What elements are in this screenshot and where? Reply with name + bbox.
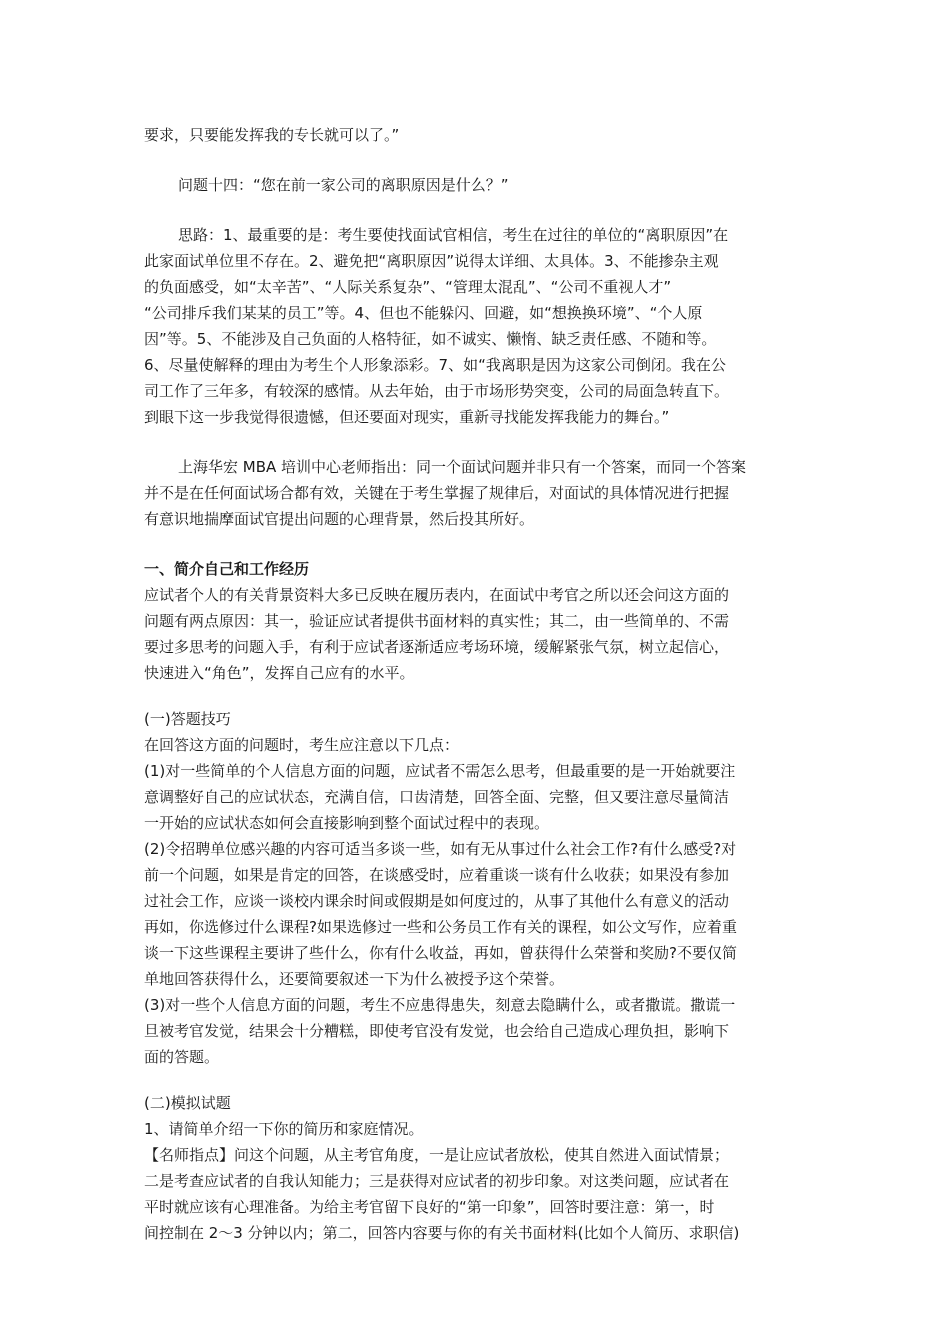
- paragraph-line: 谈一下这些课程主要讲了些什么，你有什么收益，再如，曾获得什么荣誉和奖励?不要仅简: [144, 944, 737, 962]
- paragraph-line: 问题有两点原因：其一，验证应试者提供书面材料的真实性；其二，由一些简单的、不需: [144, 612, 730, 630]
- paragraph-line: 过社会工作，应谈一谈校内课余时间或假期是如何度过的，从事了其他什么有意义的活动: [144, 892, 730, 910]
- paragraph-line: 因”等。5、不能涉及自己负面的人格特征，如不诚实、懒惰、缺乏责任感、不随和等。: [144, 330, 717, 348]
- spacer: [144, 430, 832, 454]
- spacer: [144, 148, 832, 172]
- paragraph-line: 要过多思考的问题入手，有利于应试者逐渐适应考场环境，缓解紧张气氛，树立起信心，: [144, 638, 730, 656]
- paragraph-line: 一开始的应试状态如何会直接影响到整个面试过程中的表现。: [144, 814, 550, 832]
- paragraph-line: (3)对一些个人信息方面的问题，考生不应患得患失，刻意去隐瞒什么，或者撒谎。撒谎一: [144, 996, 736, 1014]
- paragraph-line: 上海华宏 MBA 培训中心老师指出：同一个面试问题并非只有一个答案，而同一个答案: [178, 458, 747, 476]
- paragraph-line: 司工作了三年多，有较深的感情。从去年始，由于市场形势突变，公司的局面急转直下。: [144, 382, 730, 400]
- paragraph-line: 的负面感受，如“太辛苦”、“人际关系复杂”、“管理太混乱”、“公司不重视人才”: [144, 278, 672, 296]
- paragraph-line: 意调整好自己的应试状态，充满自信，口齿清楚，回答全面、完整，但又要注意尽量简洁: [144, 788, 730, 806]
- paragraph-line: 在回答这方面的问题时，考生应注意以下几点：: [144, 736, 460, 754]
- paragraph-line: 前一个问题，如果是肯定的回答，在谈感受时，应着重谈一谈有什么收获；如果没有参加: [144, 866, 730, 884]
- spacer: [144, 198, 832, 222]
- paragraph-line: 面的答题。: [144, 1048, 220, 1066]
- paragraph-line: 旦被考官发觉，结果会十分糟糕，即使考官没有发觉，也会给自己造成心理负担，影响下: [144, 1022, 730, 1040]
- paragraph-line: (2)令招聘单位感兴趣的内容可适当多谈一些，如有无从事过什么社会工作?有什么感受?对: [144, 840, 737, 858]
- paragraph-line: 1、请简单介绍一下你的简历和家庭情况。: [144, 1120, 424, 1138]
- subsection-title: (一)答题技巧: [144, 710, 231, 728]
- paragraph-line: 有意识地揣摩面试官提出问题的心理背景，然后投其所好。: [144, 510, 535, 528]
- paragraph-line: 并不是在任何面试场合都有效，关键在于考生掌握了规律后，对面试的具体情况进行把握: [144, 484, 730, 502]
- paragraph-line: 平时就应该有心理准备。为给主考官留下良好的“第一印象”，回答时要注意：第一，时: [144, 1198, 715, 1216]
- spacer: [144, 1070, 832, 1090]
- paragraph-line: 此家面试单位里不存在。2、避免把“离职原因”说得太详细、太具体。3、不能掺杂主观: [144, 252, 719, 270]
- paragraph-line: 要求，只要能发挥我的专长就可以了。”: [144, 126, 400, 144]
- thinking-paragraph: [144, 222, 832, 430]
- note-paragraph: [144, 454, 832, 532]
- spacer: [144, 686, 832, 706]
- section-intro: [144, 582, 832, 686]
- paragraph-line: 单地回答获得什么，还要简要叙述一下为什么被授予这个荣誉。: [144, 970, 565, 988]
- mock-questions: [144, 1116, 832, 1246]
- paragraph-line: 6、尽量使解释的理由为考生个人形象添彩。7、如“我离职是因为这家公司倒闭。我在公: [144, 356, 726, 374]
- paragraph-line: 思路：1、最重要的是：考生要使找面试官相信，考生在过往的单位的“离职原因”在: [178, 226, 729, 244]
- paragraph-line: “公司排斥我们某某的员工”等。4、但也不能躲闪、回避，如“想换换环境”、“个人原: [144, 304, 703, 322]
- paragraph-line: 到眼下这一步我觉得很遗憾，但还要面对现实，重新寻找能发挥我能力的舞台。”: [144, 408, 670, 426]
- paragraph-line: 【名师指点】问这个问题，从主考官角度，一是让应试者放松，使其自然进入面试情景；: [144, 1146, 730, 1164]
- paragraph-line: 二是考查应试者的自我认知能力；三是获得对应试者的初步印象。对这类问题，应试者在: [144, 1172, 730, 1190]
- section-heading: 一、简介自己和工作经历: [144, 560, 310, 578]
- question-title: 问题十四：“您在前一家公司的离职原因是什么？”: [178, 176, 509, 194]
- paragraph-line: (1)对一些简单的个人信息方面的问题，应试者不需怎么思考，但最重要的是一开始就要注: [144, 762, 736, 780]
- paragraph-line: 快速进入“角色”，发挥自己应有的水平。: [144, 664, 415, 682]
- paragraph-line: 再如，你选修过什么课程?如果选修过一些和公务员工作有关的课程，如公文写作，应着重: [144, 918, 737, 936]
- subsection-title: (二)模拟试题: [144, 1094, 231, 1112]
- paragraph-line: 间控制在 2～3 分钟以内；第二，回答内容要与你的有关书面材料(比如个人简历、求职信): [144, 1224, 740, 1242]
- tips-list: [144, 732, 832, 1070]
- spacer: [144, 532, 832, 556]
- paragraph-line: 应试者个人的有关背景资料大多已反映在履历表内，在面试中考官之所以还会问这方面的: [144, 586, 730, 604]
